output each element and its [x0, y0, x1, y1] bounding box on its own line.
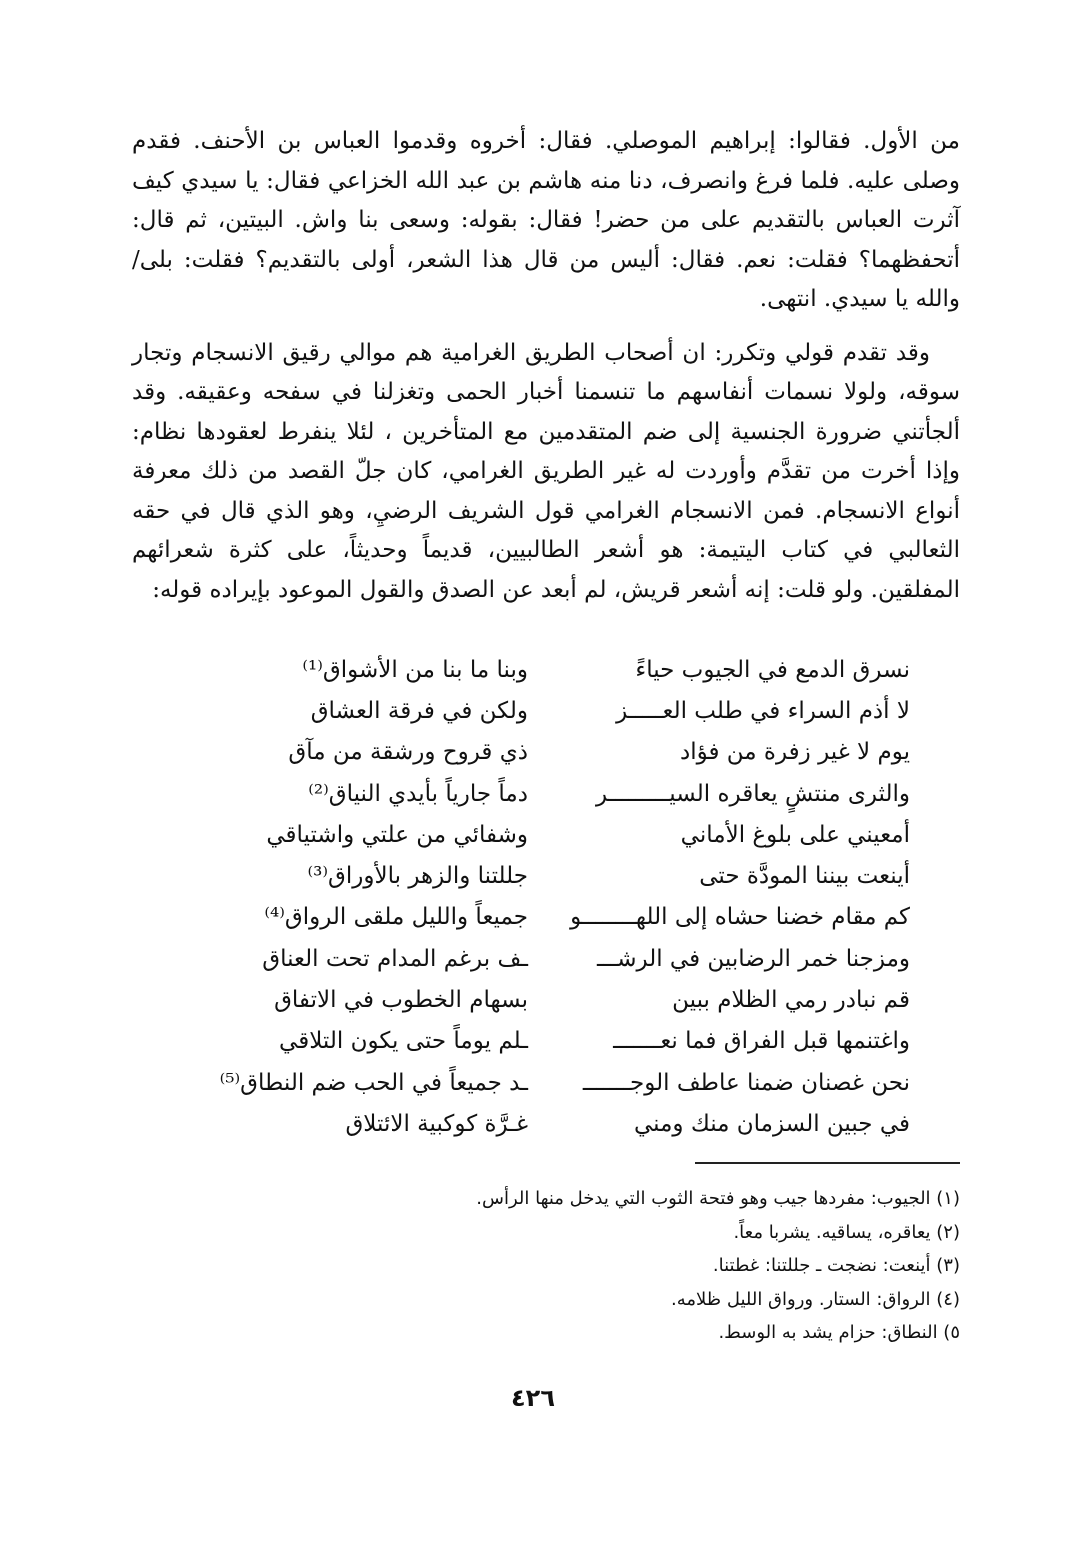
verse-line	[188, 1062, 910, 1103]
verse-line	[188, 1103, 910, 1144]
footnote: (٣) أينعت: نضجت ـ جللتنا: غطتنا.	[712, 1255, 960, 1276]
verse-second-hemistich: ولكن في فرقة العشاق	[310, 697, 528, 724]
verse-first-hemistich: والثرى منتشٍ يعاقره السيـــــــــر	[595, 780, 910, 807]
footnote: ٥) النطاق: حزام يشد به الوسط.	[718, 1322, 960, 1343]
verse-first-hemistich: أينعت بيننا المودَّة حتى	[699, 863, 910, 890]
verse-first-hemistich: أمعيني على بلوغ الأماني	[680, 821, 910, 848]
verse-line	[188, 855, 910, 896]
verse-line	[188, 938, 910, 979]
footnote-separator	[695, 1162, 960, 1164]
verse-second-hemistich: جللتنا والزهر بالأوراق⁽³⁾	[307, 863, 528, 890]
verse-line	[188, 897, 910, 938]
paragraph-2: وقد تقدم قولي وتكرر: ان أصحاب الطريق الغرامية هم موالي رقيق الانسجام وتجار سوقه، ولولا نسمات أنفاسهم ما تنسمنا أخبار الحمى وتغزلنا في سفحه وعقيقه. وقد ألجأتني ضرورة الجنسية إلى ضم المتقدمين مع المتأخرين ، لئلا ينفرط لعقودها نظام: وإذا أخرت من تقدَّم وأوردت له غير الطريق الغرامي، كان جلّ القصد من ذلك معرفة أنواع الانسجام. فمن الانسجام الغرامي قول الشريف الرضيِ، وهو الذي قال في حقه الثعالبي في كتاب اليتيمة: هو أشعر الطالبيين، قديماً وحديثاً، على كثرة شعرائهم المفلقين. ولو قلت: إنه أشعر قريش، لم أبعد عن الصدق والقول الموعود بإيراده قوله:	[132, 339, 960, 603]
verse-second-hemistich: ـلم يوماً حتى يكون التلاقي	[279, 1028, 528, 1055]
verse-second-hemistich: وبنا ما بنا من الأشواق⁽¹⁾	[302, 656, 528, 683]
verse-second-hemistich: بسهام الخطوب في الاتفاق	[274, 987, 528, 1014]
verse-first-hemistich: ومزجنا خمر الرضابين في الرشـــ	[597, 945, 910, 972]
verse-second-hemistich: جميعاً والليل ملقى الرواق⁽⁴⁾	[264, 904, 528, 931]
verse-line	[188, 732, 910, 773]
verse-first-hemistich: يوم لا غير زفرة من فؤاد	[679, 739, 910, 766]
verse-first-hemistich: لا أذم السراء في طلب العـــــز	[616, 697, 910, 724]
verse-second-hemistich: ـد جميعاً في الحب ضم النطاق⁽⁵⁾	[219, 1069, 528, 1096]
verse-line	[188, 979, 910, 1020]
verse-first-hemistich: واغتنمها قبل الفراق فما نعـــــــ	[613, 1028, 910, 1055]
footnotes	[300, 1182, 960, 1350]
verse-line	[188, 690, 910, 731]
verse-first-hemistich: قم نبادر رمي الظلام ببين	[672, 987, 910, 1014]
footnote: (٢) يعاقره، يساقيه. يشربا معاً.	[733, 1221, 960, 1243]
paragraph-1: من الأول. فقالوا: إبراهيم الموصلي. فقال: أخروه وقدموا العباس بن الأحنف. فقدم وصلى عليه. فلما فرغ وانصرف، دنا منه هاشم بن عبد الله الخزاعي فقال: يا سيدي كيف آثرت العباس بالتقديم على من حضر! فقال: بقوله: وسعى بنا واش. البيتين، ثم قال: أتحفظهما؟ فقلت: نعم. فقال: أليس من قال هذا الشعر، أولى بالتقديم؟ فقلت: بلى/والله يا سيدي. انتهى.	[132, 128, 960, 312]
verse-first-hemistich: نحن غصنان ضمنا عاطف الوجـــــــ	[582, 1069, 910, 1096]
verse-second-hemistich: ذي قروح ورشقة من مآق	[288, 739, 528, 766]
verse-second-hemistich: غـرَّة كوكبية الائتلاق	[345, 1110, 528, 1137]
verse-line	[188, 649, 910, 690]
verse-line	[188, 773, 910, 814]
prose-text	[132, 122, 960, 610]
page-number: ٤٢٦	[511, 1384, 555, 1412]
poem	[188, 649, 910, 1145]
verse-line	[188, 814, 910, 855]
footnote: (١) الجيوب: مفردها جيب وهو فتحة الثوب التي يدخل منها الرأس.	[476, 1188, 960, 1209]
footnote: (٤) الرواق: الستار. ورواق الليل ظلامه.	[671, 1288, 960, 1310]
verse-first-hemistich: كم مقام خضنا حشاه إلى اللهــــــــو	[570, 904, 910, 931]
verse-second-hemistich: دماً جارياً بأيدي النياق⁽²⁾	[308, 780, 528, 807]
verse-second-hemistich: وشفائي من علتي واشتياقي	[266, 821, 528, 848]
verse-first-hemistich: في جبين السزمان منك ومني	[633, 1110, 910, 1137]
verse-line	[188, 1021, 910, 1062]
verse-first-hemistich: نسرق الدمع في الجيوب حياءً	[635, 656, 910, 683]
verse-second-hemistich: ـف برغم المدام تحت العناق	[262, 945, 528, 972]
